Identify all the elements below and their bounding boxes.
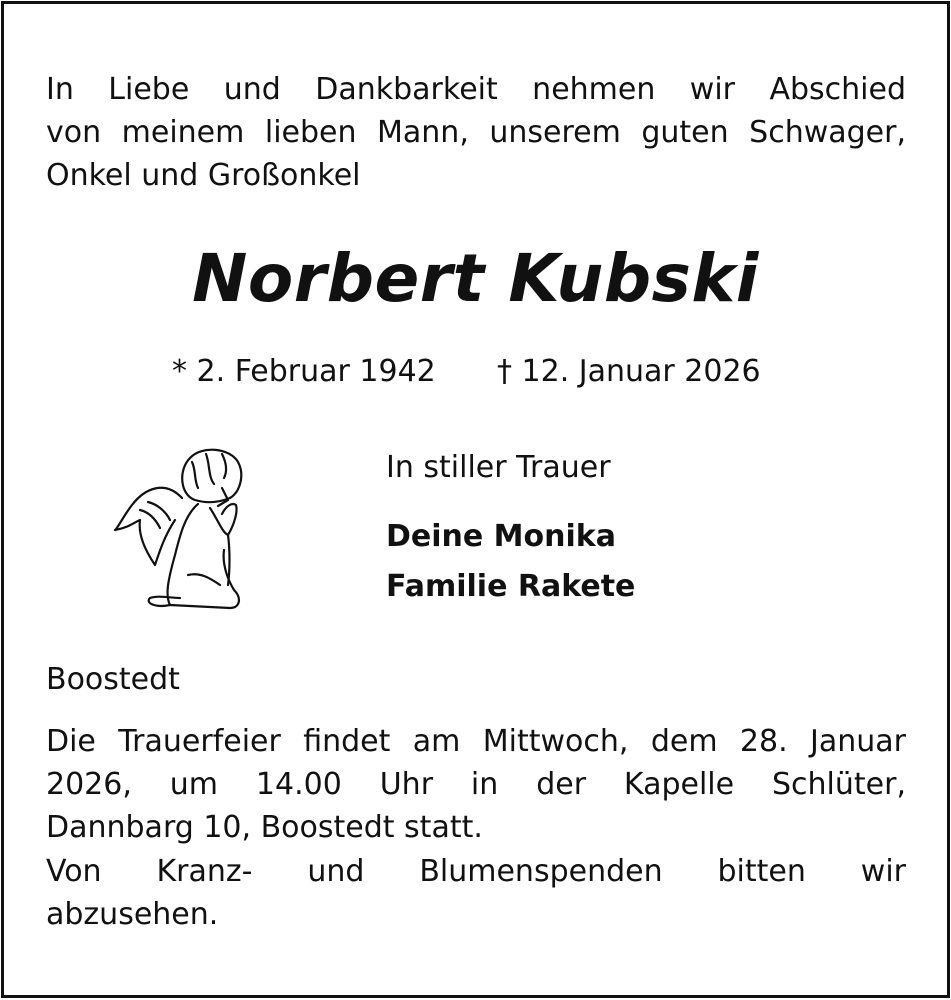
request-text xyxy=(46,850,906,936)
birth-date: * 2. Februar 1942 xyxy=(172,354,436,389)
service-line: Die Trauerfeier findet am Mittwoch, dem 28. Januar xyxy=(46,724,906,759)
deceased-name: Norbert Kubski xyxy=(192,240,759,317)
mourner-name: Familie Rakete xyxy=(386,569,636,604)
service-text xyxy=(46,720,906,849)
intro-text xyxy=(46,68,906,197)
service-line: 2026, um 14.00 Uhr in der Kapelle Schlüter, xyxy=(46,767,906,802)
death-date: † 12. Januar 2026 xyxy=(497,354,761,389)
mourning-heading: In stiller Trauer xyxy=(386,450,611,485)
service-line: Dannbarg 10, Boostedt statt. xyxy=(46,810,483,845)
request-line: abzusehen. xyxy=(46,897,219,932)
praying-angel-icon xyxy=(110,440,260,620)
mourner-name: Deine Monika xyxy=(386,519,616,554)
request-line: Von Kranz- und Blumenspenden bitten wir xyxy=(46,854,906,889)
intro-line: von meinem lieben Mann, unserem guten Schwager, xyxy=(46,115,906,150)
intro-line: In Liebe und Dankbarkeit nehmen wir Abschied xyxy=(46,72,906,107)
intro-line: Onkel und Großonkel xyxy=(46,158,361,193)
place: Boostedt xyxy=(46,662,180,697)
